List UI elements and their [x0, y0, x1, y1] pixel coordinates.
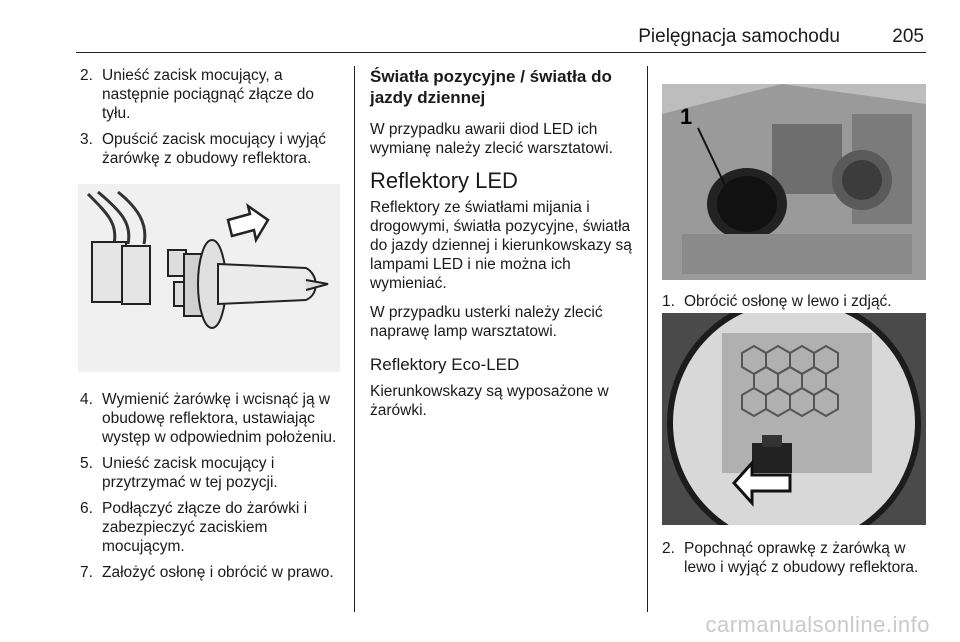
chapter-title: Pielęgnacja samochodu	[638, 26, 840, 47]
page-number: 205	[892, 26, 924, 47]
list-item: 4. Wymienić żarówkę i wcisnąć ją w obudowę reflektora, ustawiając występ w odpowiednim położeniu.	[80, 391, 337, 446]
list-item: 5. Unieść zacisk mocujący i przytrzymać w tej pozycji.	[80, 455, 278, 491]
list-item: 6. Podłączyć złącze do żarówki i zabezpieczyć zaciskiem mocującym.	[80, 500, 308, 555]
column-divider	[354, 66, 355, 612]
column-1-lower	[80, 390, 344, 589]
paragraph: W przypadku usterki należy zlecić naprawę lamp warsztatowi.	[370, 304, 603, 340]
page-header	[76, 26, 926, 53]
watermark: carmanualsonline.info	[705, 612, 930, 637]
steps-list-b	[80, 390, 344, 582]
column-divider	[647, 66, 648, 612]
section-title: Reflektory LED	[370, 168, 518, 193]
list-item: 7. Założyć osłonę i obrócić w prawo.	[80, 564, 334, 581]
steps-list-c	[662, 292, 928, 311]
list-item: 1. Obrócić osłonę w lewo i zdjąć.	[662, 293, 892, 310]
heading-eco-led: Reflektory Eco-LED	[370, 355, 520, 374]
headlamp-photo	[662, 84, 926, 280]
bulb-holder-photo	[662, 313, 926, 525]
bulb-illustration	[78, 184, 340, 372]
column-1	[80, 66, 344, 175]
steps-list-d	[662, 539, 928, 577]
column-3-step-2	[662, 539, 928, 584]
figure-callout-label: 1	[680, 104, 693, 129]
paragraph: Kierunkowskazy są wyposażone w żarówki.	[370, 383, 609, 419]
heading-position-lights: Światła pozycyjne / światła do jazdy dziennej	[370, 67, 612, 107]
list-item: 2. Popchnąć oprawkę z żarówką w lewo i wyjąć z obudowy reflektora.	[662, 540, 919, 576]
list-item: 2. Unieść zacisk mocujący, a następnie pociągnąć złącze do tyłu.	[80, 67, 314, 122]
column-2	[370, 66, 640, 430]
paragraph: Reflektory ze światłami mijania i drogowymi, światła pozycyjne, światła do jazdy dziennej i kierunkowskazy są lampami LED i nie można ich wymieniać.	[370, 199, 632, 292]
steps-list-a	[80, 66, 344, 168]
paragraph: W przypadku awarii diod LED ich wymianę należy zlecić warsztatowi.	[370, 121, 613, 157]
list-item: 3. Opuścić zacisk mocujący i wyjąć żarówkę z obudowy reflektora.	[80, 131, 326, 167]
